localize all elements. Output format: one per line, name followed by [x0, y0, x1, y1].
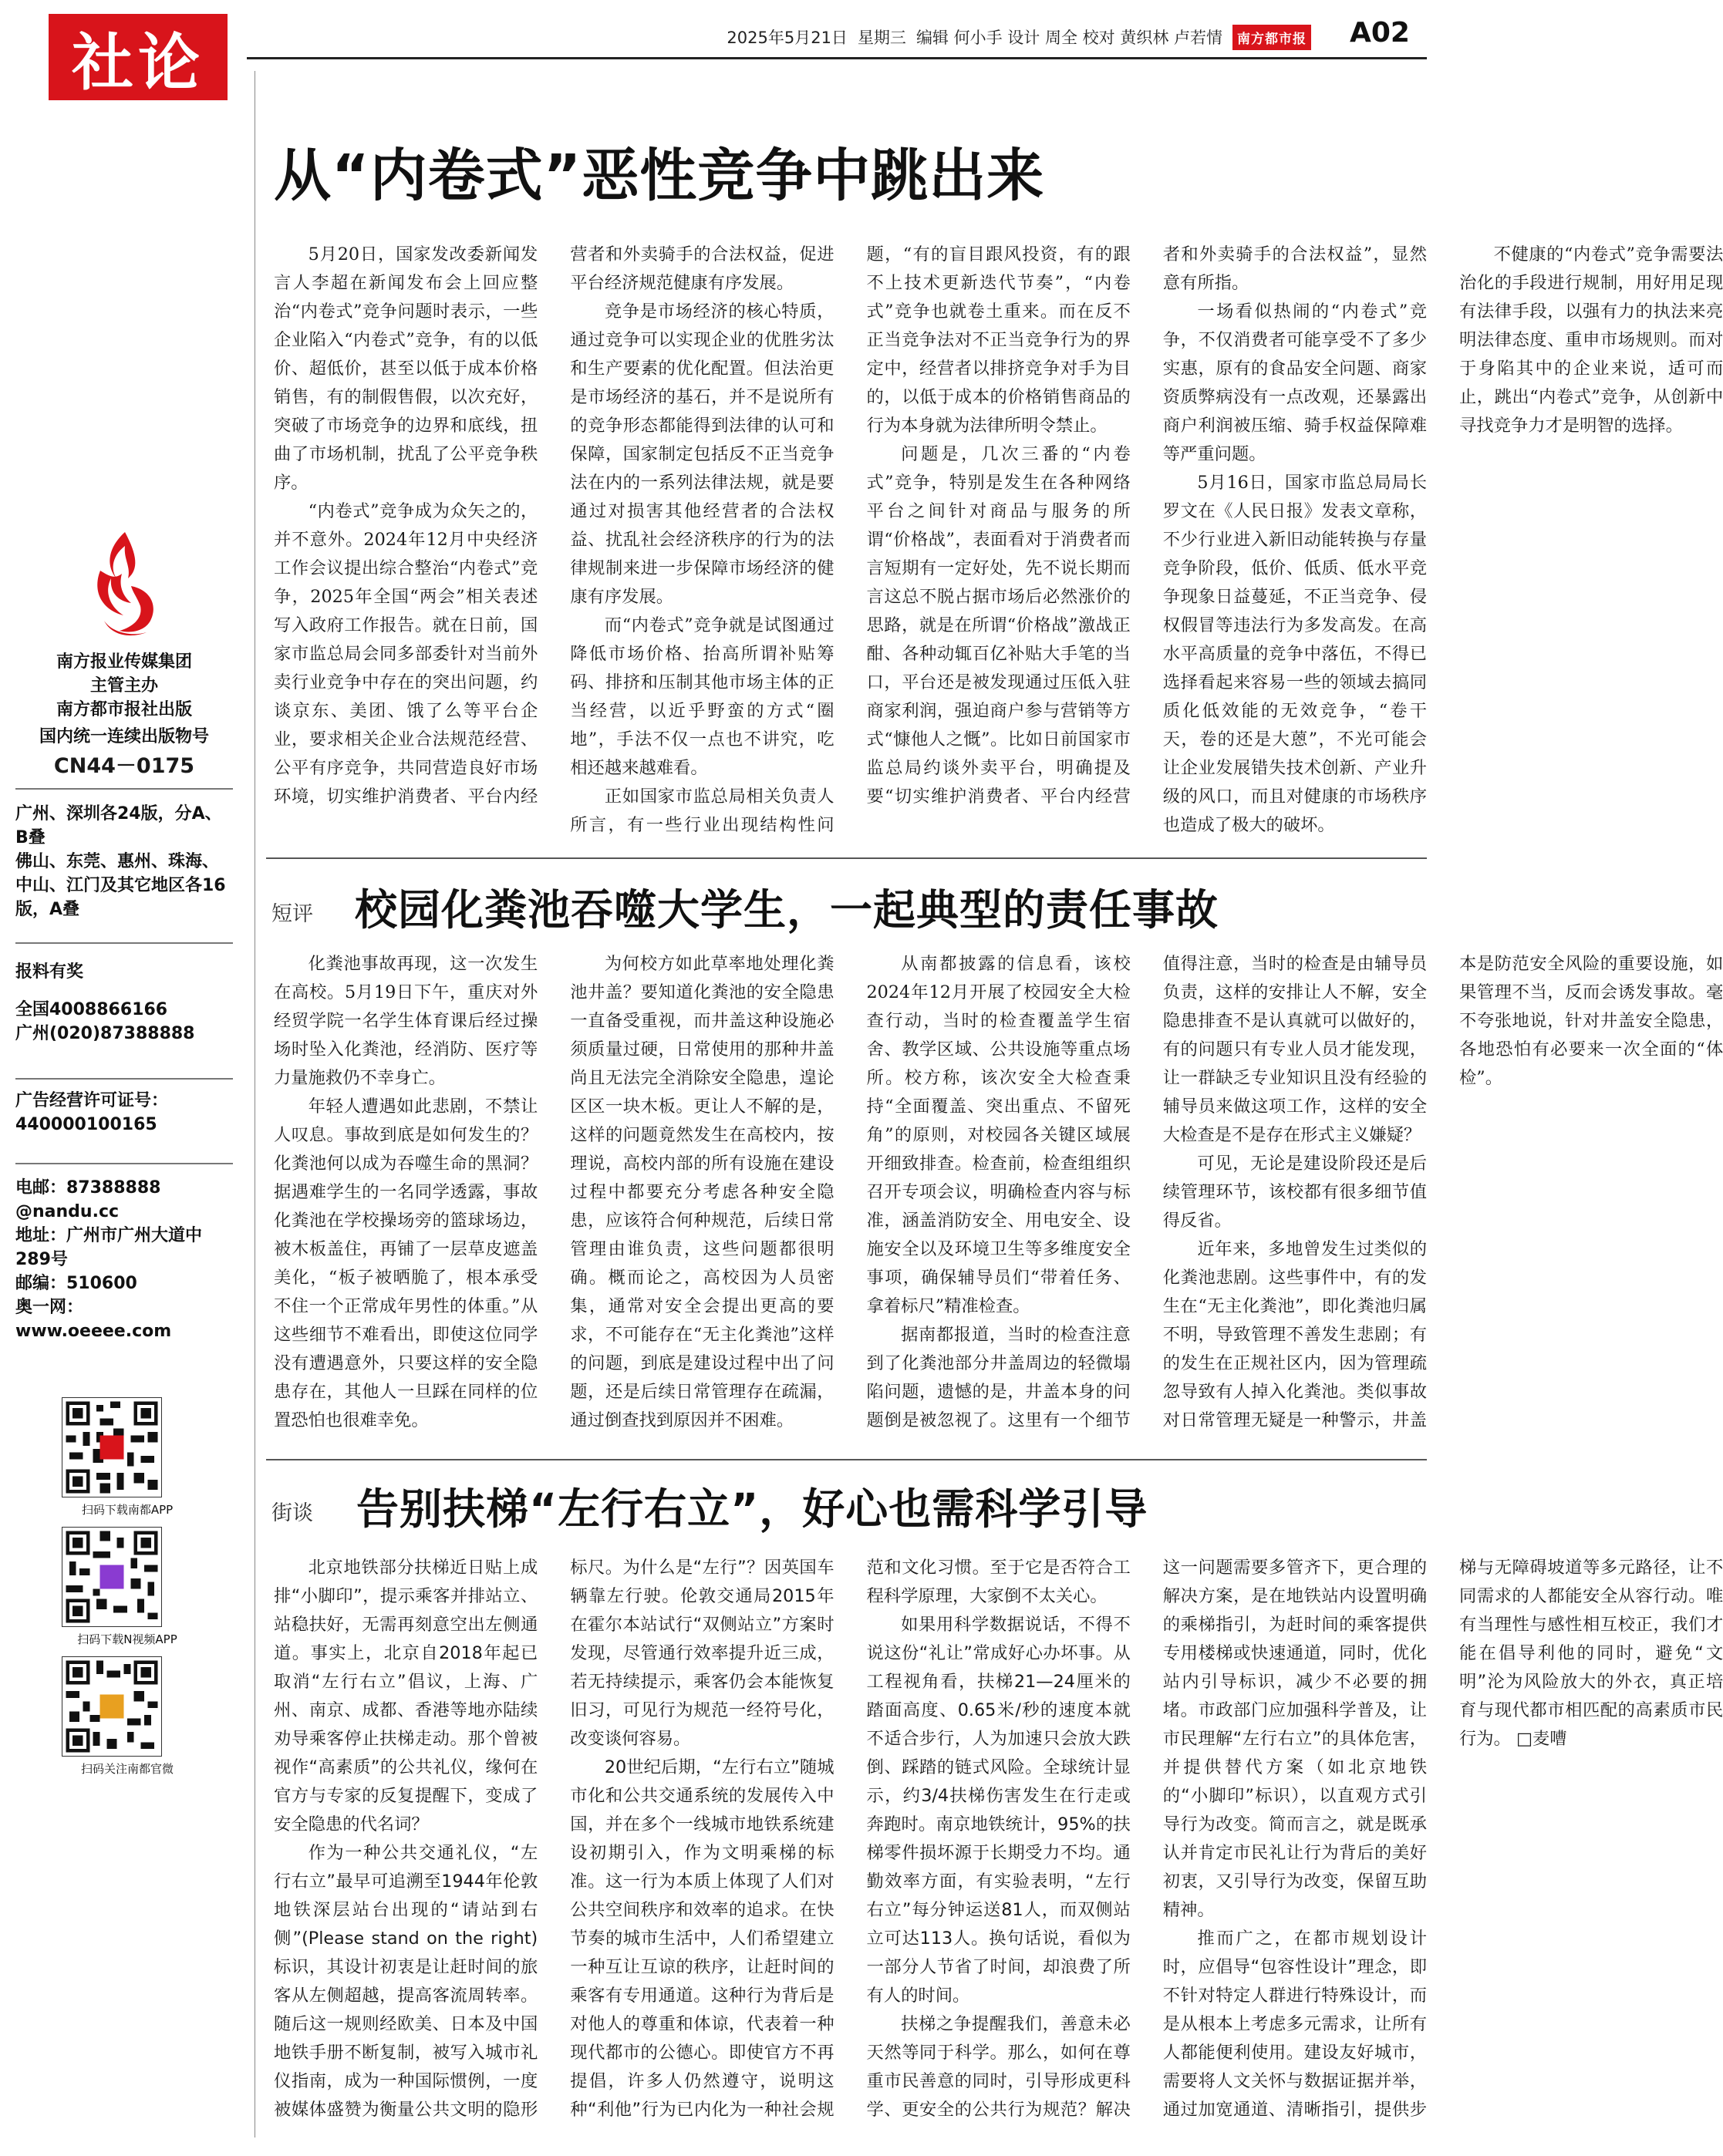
- publisher-line: 南方都市报社出版: [56, 700, 192, 719]
- qr-code-icon[interactable]: [62, 1656, 162, 1757]
- issue-weekday: 星期三: [857, 29, 906, 47]
- article1-paragraph: 5月16日，国家市监总局局长罗文在《人民日报》发表文章称，不少行业进入新旧动能转换与存量竞争阶段，低价、低质、低水平竞争现象日益蔓延，不正当竞争、侵权假冒等违法行为多发高发。在高水平高质量的竞争中落伍，不得已选择看起来容易一些的领域去搞同质化低效能的无效竞争，“卷干天，卷的还是大蒽”，不光可能会让企业发展错失技术创新、产业升级的风口，而且对健康的市场秩序也造成了极大的破坏。: [1162, 473, 1427, 835]
- page-header-info: [727, 22, 1311, 52]
- article1-paragraph: 竞争是市场经济的核心特质，通过竞争可以实现企业的优胜劣汰和生产要素的优化配置。但法治更是市场经济的基石，并不是说所有的竞争形态都能得到法律的认可和保障，国家制定包括反不正当竞争法在内的一系列法律法规，就是要通过对损害其他经营者的合法权益、扰乱社会经济秩序的行为的法律规制来进一步保障市场经济的健康有序发展。: [570, 302, 835, 607]
- issue-date: 2025年5月21日: [727, 29, 848, 47]
- contact-block: [15, 1176, 233, 1343]
- publisher-line: 主管主办: [89, 676, 158, 696]
- article3-paragraph: 如果用科学数据说话，不得不说这份“礼让”常成好心办坏事。从工程视角看，扶梯21—24厘米的踏面高度、0.65米/秒的速度本就不适合步行，人为加速只会放大跌倒、踩踏的链式风险。全球统计显示，约3/4扶梯伤害发生在行走或奔跑时。南京地铁统计，95%的扶梯零件损坏源于长期受力不均。通勤效率方面，有实验表明，“左行右立”每分钟运送81人，而双侧站立可达113人。换句话说，看似为一部分人节省了时间，却浪费了所有人的时间。: [866, 1615, 1131, 2006]
- article-separator: [266, 1459, 1427, 1460]
- publisher-line: 南方报业传媒集团: [56, 652, 192, 672]
- contact-line: 奥一网：: [15, 1298, 84, 1317]
- article3-paragraph: 推而广之，在都市规划设计时，应倡导“包容性设计”理念，即不针对特定人群进行特殊设计，而是从根本上考虑多元需求，让所有人都能便利使用。建设友好城市，需要将人文关怀与数据证据并举，通过加宽通道、清晰指引，提供步梯与无障碍坡道等多元路径，让不同需求的人都能安全从容行动。唯有当理性与感性相互校正，我们才能在倡导利他的同时，避免“文明”沦为风险放大的外衣，真正培育与现代都市相匹配的高素质市民行为。 □麦嘈: [1162, 1558, 1723, 2120]
- article3-headline: 告别扶梯“左行右立”，好心也需科学引导: [356, 1484, 1148, 1534]
- article3-body: [274, 1554, 1723, 2124]
- article2-paragraph: 化粪池事故再现，这一次发生在高校。5月19日下午，重庆对外经贸学院一名学生体育课后经过操场时坠入化粪池，经消防、医疗等力量施救仍不幸身亡。: [274, 954, 538, 1088]
- article2-body: [274, 950, 1723, 1444]
- license-number: 440000100165: [15, 1115, 157, 1134]
- article3-paragraph: 北京地铁部分扶梯近日贴上成排“小脚印”，提示乘客并排站立、站稳扶好，无需再刻意空出左侧通道。事实上，北京自2018年起已取消“左行右立”倡议，上海、广州、南京、成都、香港等地亦陆续劝导乘客停止扶梯走动。那个曾被视作“高素质”的公共礼仪，缘何在官方与专家的反复提醒下，变成了安全隐患的代名词？: [274, 1558, 538, 1834]
- left-separator: [15, 1078, 233, 1080]
- contact-line: @nandu.cc: [15, 1202, 120, 1221]
- qr-caption: 扫码关注南都官微: [80, 1762, 174, 1776]
- qr-code-icon[interactable]: [62, 1527, 162, 1627]
- editions-info: 广州、深圳各24版，分A、B叠 佛山、东莞、惠州、珠海、中山、江门及其它地区各16版，A叠: [15, 804, 226, 919]
- article3-kicker: 街谈: [271, 1501, 313, 1525]
- qr-caption: 扫码下载N视频APP: [77, 1632, 177, 1646]
- article3-paragraph: 20世纪后期，“左行右立”随城市化和公共交通系统的发展传入中国，并在多个一线城市地铁系统建设初期引入，作为文明乘梯的标准。这一行为本质上体现了人们对公共空间秩序和效率的追求。在快节奏的城市生活中，人们希望建立一种互让互谅的秩序，让赶时间的乘客有专用通道。这种行为背后是对他人的尊重和体谅，代表着一种现代都市的公德心。即使官方不再提倡，许多人仍然遵守，说明这种“利他”行为已内化为一种社会规范和文化习惯。至于它是否符合工程科学原理，大家倒不太关心。: [570, 1558, 1131, 2120]
- contact-line: 289号: [15, 1250, 68, 1269]
- article1-paragraph: 不健康的“内卷式”竞争需要法治化的手段进行规制，用好用足现有法律手段，以强有力的执法来亮明法律态度、重申市场规则。而对于身陷其中的企业来说，适可而止，跳出“内卷式”竞争，从创新中寻找竞争力才是明智的选择。: [1459, 244, 1723, 436]
- page-number: A02: [1350, 17, 1410, 49]
- article2-paragraph: 可见，无论是建设阶段还是后续管理环节，该校都有很多细节值得反省。: [1162, 1154, 1427, 1231]
- paper-logo: 南方都市报: [1232, 25, 1311, 50]
- left-separator: [15, 942, 233, 944]
- article1-paragraph: 问题是，几次三番的“内卷式”竞争，特别是发生在各种网络平台之间针对商品与服务的所谓“价格战”，表面看对于消费者而言短期有一定好处，先不说长期而言这总不脱占据市场后必然涨价的思路，就是在所谓“价格战”激战正酣、各种动辄百亿补贴大手笔的当口，平台还是被发现通过压低入驻商家利润，强迫商户参与营销等方式“慷他人之慨”。比如日前国家市监总局约谈外卖平台，明确提及要“切实维护消费者、平台内经营者和外卖骑手的合法权益”，显然意有所指。: [866, 244, 1427, 807]
- editorial-credits: 编辑 何小手 设计 周全 校对 黄织林 卢若情: [915, 29, 1222, 47]
- article3-paragraph: 扶梯之争提醒我们，善意未必天然等同于科学。那么，如何在尊重市民善意的同时，引导形成更科学、更安全的公共行为规范？解决这一问题需要多管齐下，更合理的解决方案，是在地铁站内设置明确的乘梯指引，为赶时间的乘客提供专用楼梯或快速通道，同时，优化站内引导标识，减少不必要的拥堵。市政部门应加强科学普及，让市民理解“左行右立”的具体危害，并提供替代方案（如北京地铁的“小脚印”标识），以直观方式引导行为改变。简而言之，就是既承认并肯定市民礼让行为背后的美好初衷，又引导行为改变，保留互助精神。: [866, 1558, 1427, 2120]
- license-block: [15, 1089, 233, 1137]
- article2-paragraph: 据南都报道，当时的检查注意到了化粪池部分井盖周边的轻微塌陷问题，遗憾的是，井盖本身的问题倒是被忽视了。这里有一个细节值得注意，当时的检查是由辅导员负责，这样的安排让人不解，安全隐患排查不是认真就可以做好的，有的问题只有专业人员才能发现，让一群缺乏专业知识且没有经验的辅导员来做这项工作，这样的安全大检查是不是存在形式主义嫌疑？: [866, 954, 1427, 1430]
- article1-headline: 从“内卷式”恶性竞争中跳出来: [274, 143, 1045, 209]
- article1-paragraph: 一场看似热闹的“内卷式”竞争，不仅消费者可能享受不了多少实惠，原有的食品安全问题、商家资质弊病没有一点改观，还暴露出商户利润被压缩、骑手权益保障难等严重问题。: [1162, 302, 1427, 464]
- article2-headline: 校园化粪池吞噬大学生，一起典型的责任事故: [355, 885, 1219, 935]
- article1-paragraph: 正如国家市监总局相关负责人所言，有一些行业出现结构性问题，“有的盲目跟风投资，有的跟不上技术更新迭代节奏”，“内卷式”竞争也就卷土重来。而在反不正当竞争法对不正当竞争行为的界定中，经营者以排挤竞争对手为目的，以低于成本的价格销售商品的行为本身就为法律所明令禁止。: [570, 244, 1131, 835]
- hotline-block: [15, 960, 233, 1046]
- qr-caption: 扫码下载南都APP: [81, 1503, 174, 1517]
- cn-number: CN44－0175: [53, 754, 195, 778]
- article2-kicker: 短评: [271, 902, 313, 926]
- article-separator: [266, 857, 1427, 859]
- contact-line: www.oeeee.com: [15, 1322, 172, 1341]
- contact-line: 邮编：510600: [15, 1274, 137, 1293]
- hotline-national: 全国4008866166: [15, 1000, 168, 1019]
- article2-paragraph: 近年来，多地曾发生过类似的化粪池悲剧。这些事件中，有的发生在“无主化粪池”，即化粪池归属不明，导致管理不善发生悲剧；有的发生在正规社区内，因为管理疏忽导致有人掉入化粪池。类似事故对日常管理无疑是一种警示，井盖本是防范安全风险的重要设施，如果管理不当，反而会诱发事故。毫不夸张地说，针对井盖安全隐患，各地恐怕有必要来一次全面的“体检”。: [1162, 954, 1723, 1430]
- qr-code-icon[interactable]: [62, 1397, 162, 1497]
- header-rule: [247, 57, 1427, 59]
- left-separator: [15, 1163, 233, 1164]
- cn-label: 国内统一连续出版物号: [39, 727, 209, 746]
- hotline-title: 报料有奖: [15, 962, 84, 982]
- left-info-column: [15, 0, 251, 2156]
- article1-paragraph: “内卷式”竞争成为众矢之的，并不意外。2024年12月中央经济工作会议提出综合整治“内卷式”竞争，2025年全国“两会”相关表述写入政府工作报告。就在日前，国家市监总局会同多部委针对当前外卖行业竞争中存在的突出问题，约谈京东、美团、饿了么等平台企业，要求相关企业合法规范经营、公平有序竞争，共同营造良好市场环境，切实维护消费者、平台内经营者和外卖骑手的合法权益，促进平台经济规范健康有序发展。: [274, 244, 835, 807]
- cn-block: [15, 725, 233, 779]
- contact-line: 地址：广州市广州大道中: [15, 1226, 203, 1245]
- article1-paragraph: 而“内卷式”竞争就是试图通过降低市场价格、抬高所谓补贴筹码、排挤和压制其他市场主体的正当经营，以近乎野蛮的方式“圈地”，手法不仅一点也不讲究，吃相还越来越难看。: [570, 615, 835, 778]
- contact-line: 电邮：87388888: [15, 1178, 161, 1198]
- article2-paragraph: 为何校方如此草率地处理化粪池井盖？要知道化粪池的安全隐患一直备受重视，而井盖这种设施必须质量过硬，日常使用的那种井盖尚且无法完全消除安全隐患，遑论区区一块木板。更让人不解的是，这样的问题竟然发生在高校内，按理说，高校内部的所有设施在建设过程中都要充分考虑各种安全隐患，应该符合何种规范，后续日常管理由谁负责，这些问题都很明确。概而论之，高校因为人员密集，通常对安全会提出更高的要求，不可能存在“无主化粪池”这样的问题，到底是建设过程中出了问题，还是后续日常管理存在疏漏，通过倒查找到原因并不困难。: [570, 954, 835, 1430]
- publisher-block: [15, 650, 233, 722]
- left-separator: [15, 788, 233, 790]
- article1-paragraph: 5月20日，国家发改委新闻发言人李超在新闻发布会上回应整治“内卷式”竞争问题时表示，一些企业陷入“内卷式”竞争，有的以低价、超低价，甚至以低于成本价格销售，有的制假售假，以次充好，突破了市场竞争的边界和底线，扭曲了市场机制，扰乱了公平竞争秩序。: [274, 244, 538, 493]
- license-title: 广告经营许可证号：: [15, 1091, 169, 1110]
- hotline-guangzhou: 广州(020)87388888: [15, 1024, 195, 1043]
- article2-paragraph: 年轻人遭遇如此悲剧，不禁让人叹息。事故到底是如何发生的？化粪池何以成为吞噬生命的黑洞？据遇难学生的一名同学透露，事故化粪池在学校操场旁的篮球场边，被木板盖住，再铺了一层草皮遮盖美化，“板子被晒脆了，根本承受不住一个正常成年男性的体重。”从这些细节不难看出，即使这位同学没有遭遇意外，只要这样的安全隐患存在，其他人一旦踩在同样的位置恐怕也很难幸免。: [274, 1097, 538, 1430]
- section-tag: 社论: [49, 14, 228, 100]
- article1-body: [274, 241, 1723, 844]
- article3-paragraph: 作为一种公共交通礼仪，“左行右立”最早可追溯至1944年伦敦地铁深层站台出现的“请站到右侧”(Please stand on the right)标识，其设计初衷是让赶时间的旅客从左侧超越，提高客流周转率。随后这一规则经欧美、日本及中国地铁手册不断复制，被写入城市礼仪指南，成为一种国际惯例，一度被媒体盛赞为衡量公共文明的隐形标尺。为什么是“左行”？因英国车辆靠左行驶。伦敦交通局2015年在霍尔本站试行“双侧站立”方案时发现，尽管通行效率提升近三成，若无持续提示，乘客仍会本能恢复旧习，可见行为规范一经符号化，改变谈何容易。: [274, 1558, 835, 2120]
- group-emblem-icon: [77, 524, 177, 640]
- article2-paragraph: 从南都披露的信息看，该校2024年12月开展了校园安全大检查行动，当时的检查覆盖学生宿舍、教学区域、公共设施等重点场所。校方称，该次安全大检查秉持“全面覆盖、突出重点、不留死角”的原则，对校园各关键区域展开细致排查。检查前，检查组组织召开专项会议，明确检查内容与标准，涵盖消防安全、用电安全、设施安全以及环境卫生等多维度安全事项，确保辅导员们“带着任务、拿着标尺”精准检查。: [866, 954, 1131, 1316]
